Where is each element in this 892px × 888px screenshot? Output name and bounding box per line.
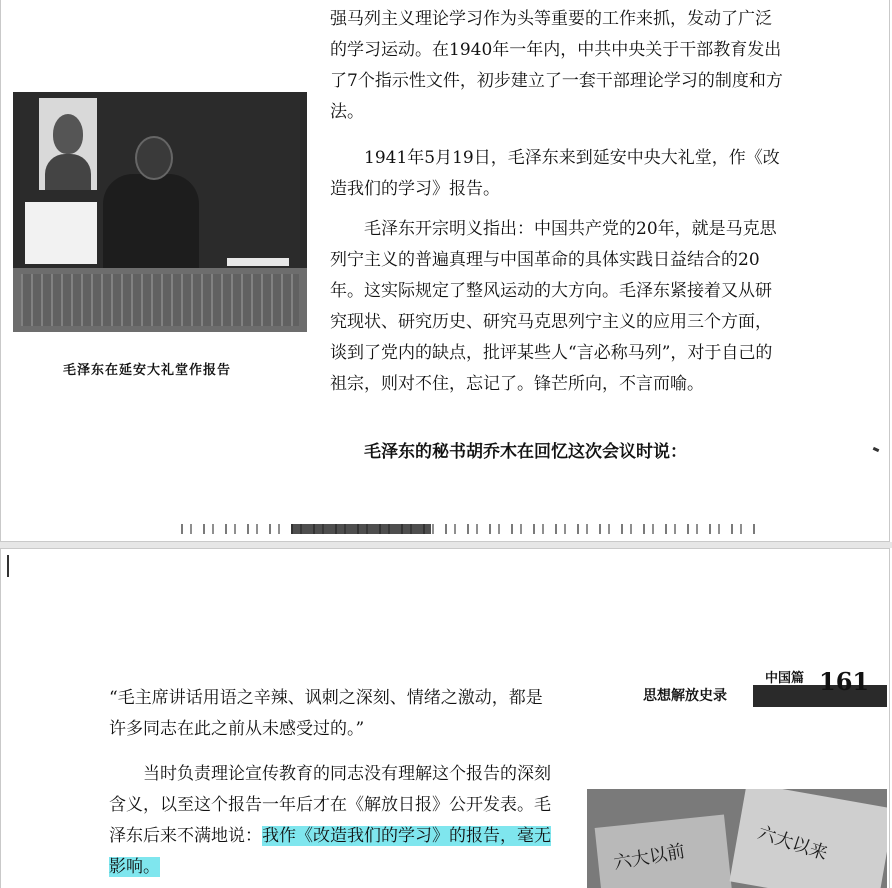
book-title-2: 六大以来 bbox=[755, 822, 831, 865]
paragraph-1: 强马列主义理论学习作为头等重要的工作来抓，发动了广泛的学习运动。在1940年一年内，中共中央关于干部教育发出了7个指示性文件，初步建立了一套干部理论学习的制度和方法。 bbox=[330, 9, 783, 122]
paragraph-2: 1941年5月19日，毛泽东来到延安中央大礼堂，作《改造我们的学习》报告。 bbox=[330, 148, 780, 199]
photo-books bbox=[587, 789, 887, 888]
photo-mao-speech bbox=[13, 92, 307, 332]
speaker-figure bbox=[103, 174, 199, 274]
portrait-face bbox=[53, 114, 83, 154]
book-title-1: 六大以前 bbox=[611, 840, 687, 875]
portrait-image bbox=[39, 98, 97, 190]
bottom-page bbox=[0, 548, 890, 888]
paragraph-3: 毛泽东开宗明义指出：中国共产党的20年，就是马克思列宁主义的普遍真理与中国革命的具体实践日益结合的20年。这实际规定了整风运动的大方向。毛泽东紧接着又从研究现状、研究历史、研究马克思列宁主义的应用三个方面，谈到了党内的缺点，批评某些人“言必称马列”，对于自己的祖宗，则对不住，忘记了。锋芒所向，不言而喻。 bbox=[330, 219, 777, 394]
paragraph-4: 毛泽东的秘书胡乔木在回忆这次会议时说： bbox=[364, 442, 687, 462]
scan-artifact-dark bbox=[291, 524, 431, 534]
lectern-inscription bbox=[21, 274, 299, 326]
background-strip bbox=[227, 258, 289, 266]
speaker-head bbox=[135, 136, 173, 180]
edge-mark bbox=[873, 447, 880, 452]
header-section: 中国篇 bbox=[765, 671, 805, 686]
lectern bbox=[13, 268, 307, 332]
scan-artifact bbox=[181, 524, 761, 534]
page-number: 161 bbox=[819, 667, 870, 696]
photo-caption: 毛泽东在延安大礼堂作报告 bbox=[63, 363, 232, 378]
highlighted-text: 我作《改造我们的学习》的报告，毫无影响。 bbox=[109, 826, 551, 877]
portrait-body bbox=[45, 154, 91, 190]
paragraph-5 bbox=[109, 759, 559, 883]
paragraph-5-text: 当时负责理论宣传教育的同志没有理解这个报告的深刻含义，以至这个报告一年后才在《解放日报》公开发表。毛泽东后来不满地说： bbox=[109, 764, 551, 846]
margin-tick bbox=[7, 555, 9, 577]
background-board bbox=[25, 202, 97, 264]
header-title: 思想解放史录 bbox=[643, 688, 727, 704]
quote-paragraph: “毛主席讲话用语之辛辣、讽刺之深刻、情绪之激动，都是许多同志在此之前从未感受过的。” bbox=[109, 688, 543, 739]
